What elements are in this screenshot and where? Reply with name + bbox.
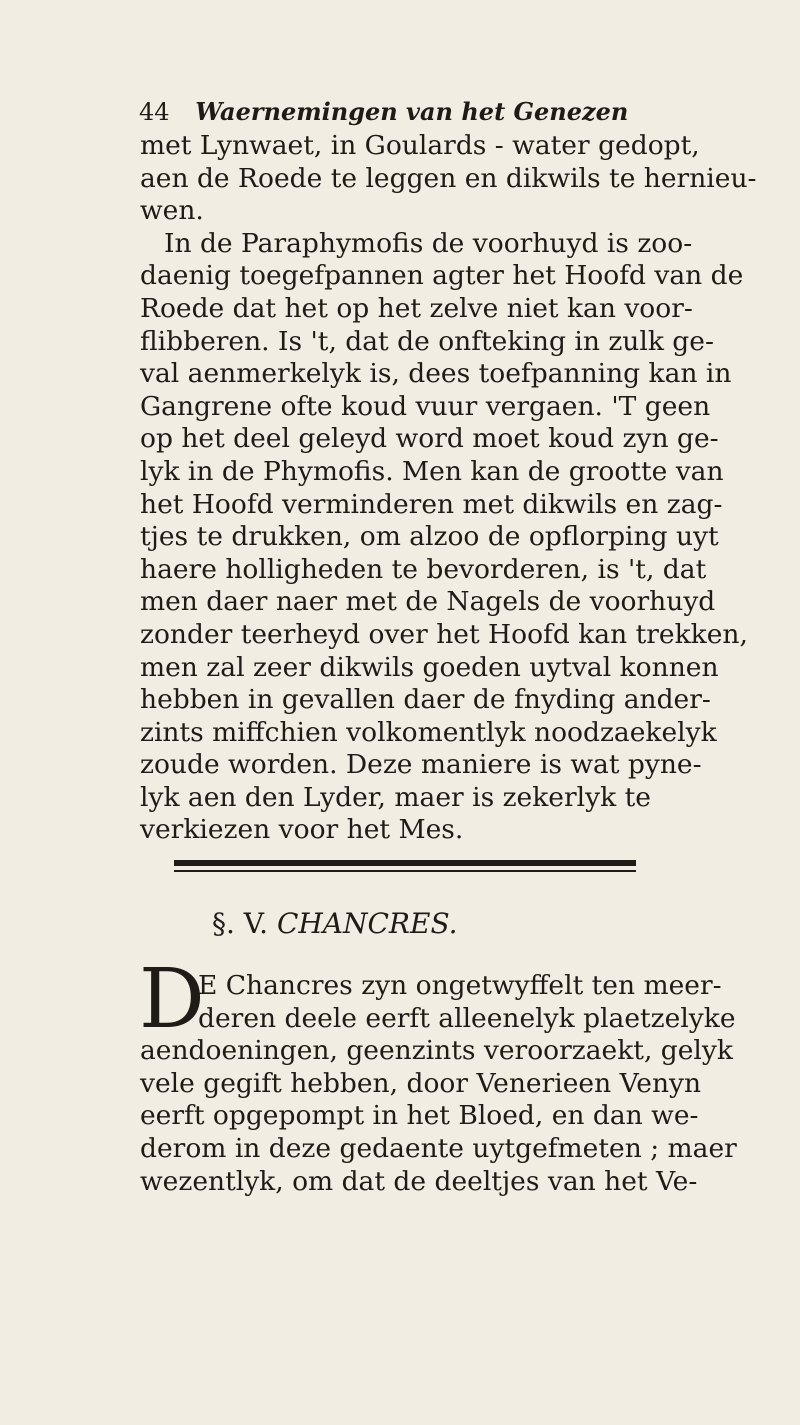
section-paragraph <box>140 970 737 1198</box>
text-line: val aenmerkelyk is, dees toefpanning kan in <box>140 358 732 390</box>
text-line: met Lynwaet, in Goulards - water gedopt, <box>140 130 700 161</box>
text-line: flibberen. Is 't, dat de onfteking in zulk ge- <box>140 325 714 357</box>
text-line: tjes te drukken, om alzoo de opflorping uyt <box>140 521 719 553</box>
drop-cap: D <box>139 952 205 1047</box>
text-line: zints miffchien volkomentlyk noodzaekelyk <box>140 716 717 748</box>
text-line: daenig toegefpannen agter het Hoofd van de <box>140 260 744 292</box>
text-line: het Hoofd verminderen met dikwils en zag- <box>140 488 723 520</box>
text-line: aen de Roede te leggen en dikwils te hernieu- <box>140 162 757 194</box>
text-line: In de Paraphymofis de voorhuyd is zoo- <box>164 227 693 259</box>
text-line: vele gegift hebben, door Venerieen Venyn <box>140 1067 702 1099</box>
text-line: eerft opgepompt in het Bloed, en dan we- <box>140 1100 699 1132</box>
text-line: Roede dat het op het zelve niet kan voor- <box>140 292 693 324</box>
text-line: haere holligheden te bevorderen, is 't, dat <box>140 553 707 585</box>
running-title: Waernemingen van het Genezen <box>195 97 629 126</box>
text-line: derom in deze gedaente uytgefmeten ; maer <box>140 1132 737 1164</box>
text-line: lyk in de Phymofis. Men kan de grootte van <box>140 455 724 487</box>
page-number: 44 <box>139 98 170 126</box>
section-divider <box>174 860 636 866</box>
text-line: aendoeningen, geenzints veroorzaekt, gelyk <box>140 1035 733 1067</box>
text-line: E Chancres zyn ongetwyffelt ten meer- <box>198 970 722 1001</box>
main-paragraph <box>140 130 757 847</box>
section-number: §. V. <box>212 907 269 940</box>
text-line: zonder teerheyd over het Hoofd kan trekken, <box>140 618 748 650</box>
text-line: wen. <box>140 195 204 227</box>
text-line: verkiezen voor het Mes. <box>140 814 464 846</box>
text-line: men zal zeer dikwils goeden uytval konnen <box>140 651 719 683</box>
section-divider-thin <box>174 870 636 872</box>
running-header <box>139 96 628 128</box>
text-line: Gangrene ofte koud vuur vergaen. 'T geen <box>140 390 711 422</box>
section-heading <box>212 907 458 941</box>
text-line: wezentlyk, om dat de deeltjes van het Ve- <box>140 1165 698 1197</box>
section-title: CHANCRES. <box>276 907 458 940</box>
text-line: hebben in gevallen daer de fnyding ander- <box>140 684 711 716</box>
text-line: lyk aen den Lyder, maer is zekerlyk te <box>140 781 651 813</box>
text-line: men daer naer met de Nagels de voorhuyd <box>140 586 716 618</box>
text-line: zoude worden. Deze maniere is wat pyne- <box>140 749 702 781</box>
text-line: op het deel geleyd word moet koud zyn ge- <box>140 423 719 455</box>
text-line: deren deele eerft alleenelyk plaetzelyke <box>198 1002 736 1034</box>
